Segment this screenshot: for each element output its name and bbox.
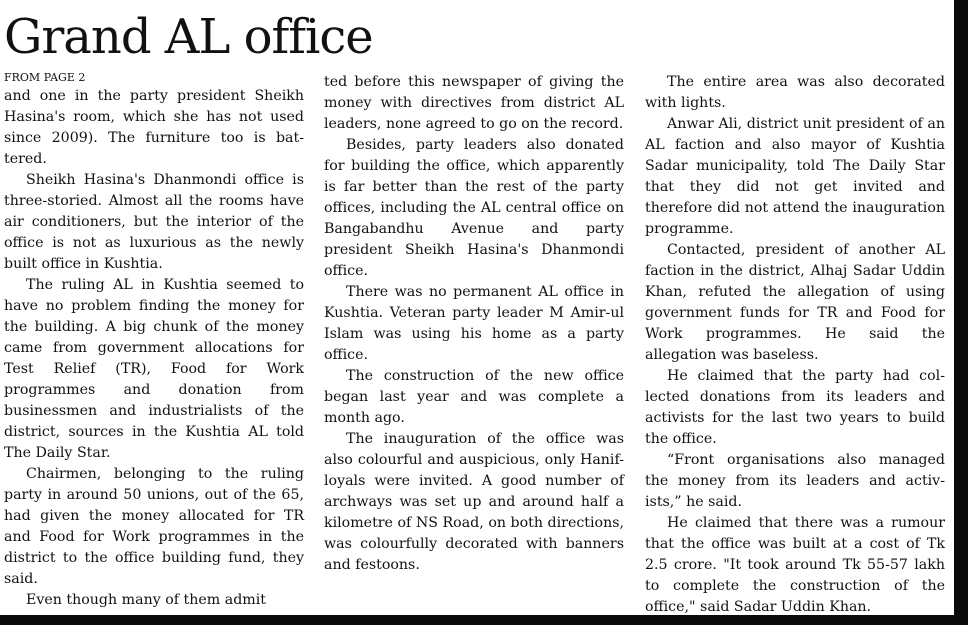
paragraph: The entire area was also decorated with lights.: [645, 74, 945, 111]
paragraph: Even though many of them admit: [26, 592, 266, 608]
scan-border-right: [954, 0, 968, 625]
article-column-1: [4, 69, 304, 611]
article-column-3: [645, 69, 945, 618]
article-column-2: [324, 69, 624, 576]
paragraph: and one in the party president Sheikh Hasina's room, which she has not used since 2009). The furniture too is battered.: [4, 88, 304, 167]
paragraph: He claimed that there was a rumour that the office was built at a cost of Tk 2.5 crore. "It took around Tk 55-57 lakh to complete the construction of the office," said Sadar Uddin Khan.: [645, 515, 945, 615]
continuation-kicker: FROM PAGE 2: [4, 71, 86, 84]
paragraph: He claimed that the party had collected donations from its leaders and activists for the last two years to build the office.: [645, 368, 945, 447]
paragraph: ted before this newspaper of giving the money with directives from district AL leaders, none agreed to go on the record.: [324, 74, 624, 132]
paragraph: The construction of the new office began last year and was complete a month ago.: [324, 368, 624, 426]
headline: Grand AL office: [4, 9, 373, 65]
paragraph: Anwar Ali, district unit president of an AL faction and also mayor of Kushtia Sadar municipality, told The Daily Star that they did not get invited and therefore did not attend the inauguration programme.: [645, 116, 945, 237]
paragraph: Besides, party leaders also donated for building the office, which apparently is far better than the rest of the party offices, including the AL central office on Bangabandhu Avenue and party president Sheikh Hasina's Dhanmondi office.: [324, 137, 624, 279]
paragraph: Sheikh Hasina's Dhanmondi office is three-storied. Almost all the rooms have air conditioners, but the interior of the office is not as luxurious as the newly built office in Kushtia.: [4, 172, 304, 272]
paragraph: The inauguration of the office was also colourful and auspicious, only Hanif-loyals were invited. A good number of archways was set up and around half a kilometre of NS Road, on both directions, was colourfully decorated with banners and festoons.: [324, 431, 624, 573]
paragraph: Contacted, president of another AL faction in the district, Alhaj Sadar Uddin Khan, refuted the allegation of using government funds for TR and Food for Work programmes. He said the allegation was baseless.: [645, 242, 945, 363]
paragraph: “Front organisations also managed the money from its leaders and activists,” he said.: [645, 452, 945, 510]
paragraph: There was no permanent AL office in Kushtia. Veteran party leader M Amir-ul Islam was using his home as a party office.: [324, 284, 624, 363]
paragraph: The ruling AL in Kushtia seemed to have no problem finding the money for the building. A big chunk of the money came from government allocations for Test Relief (TR), Food for Work programmes and donation from businessmen and industrialists of the district, sources in the Kushtia AL told The Daily Star.: [4, 277, 304, 461]
paragraph: Chairmen, belonging to the ruling party in around 50 unions, out of the 65, had given the money allocated for TR and Food for Work programmes in the district to the office building fund, they said.: [4, 466, 304, 587]
